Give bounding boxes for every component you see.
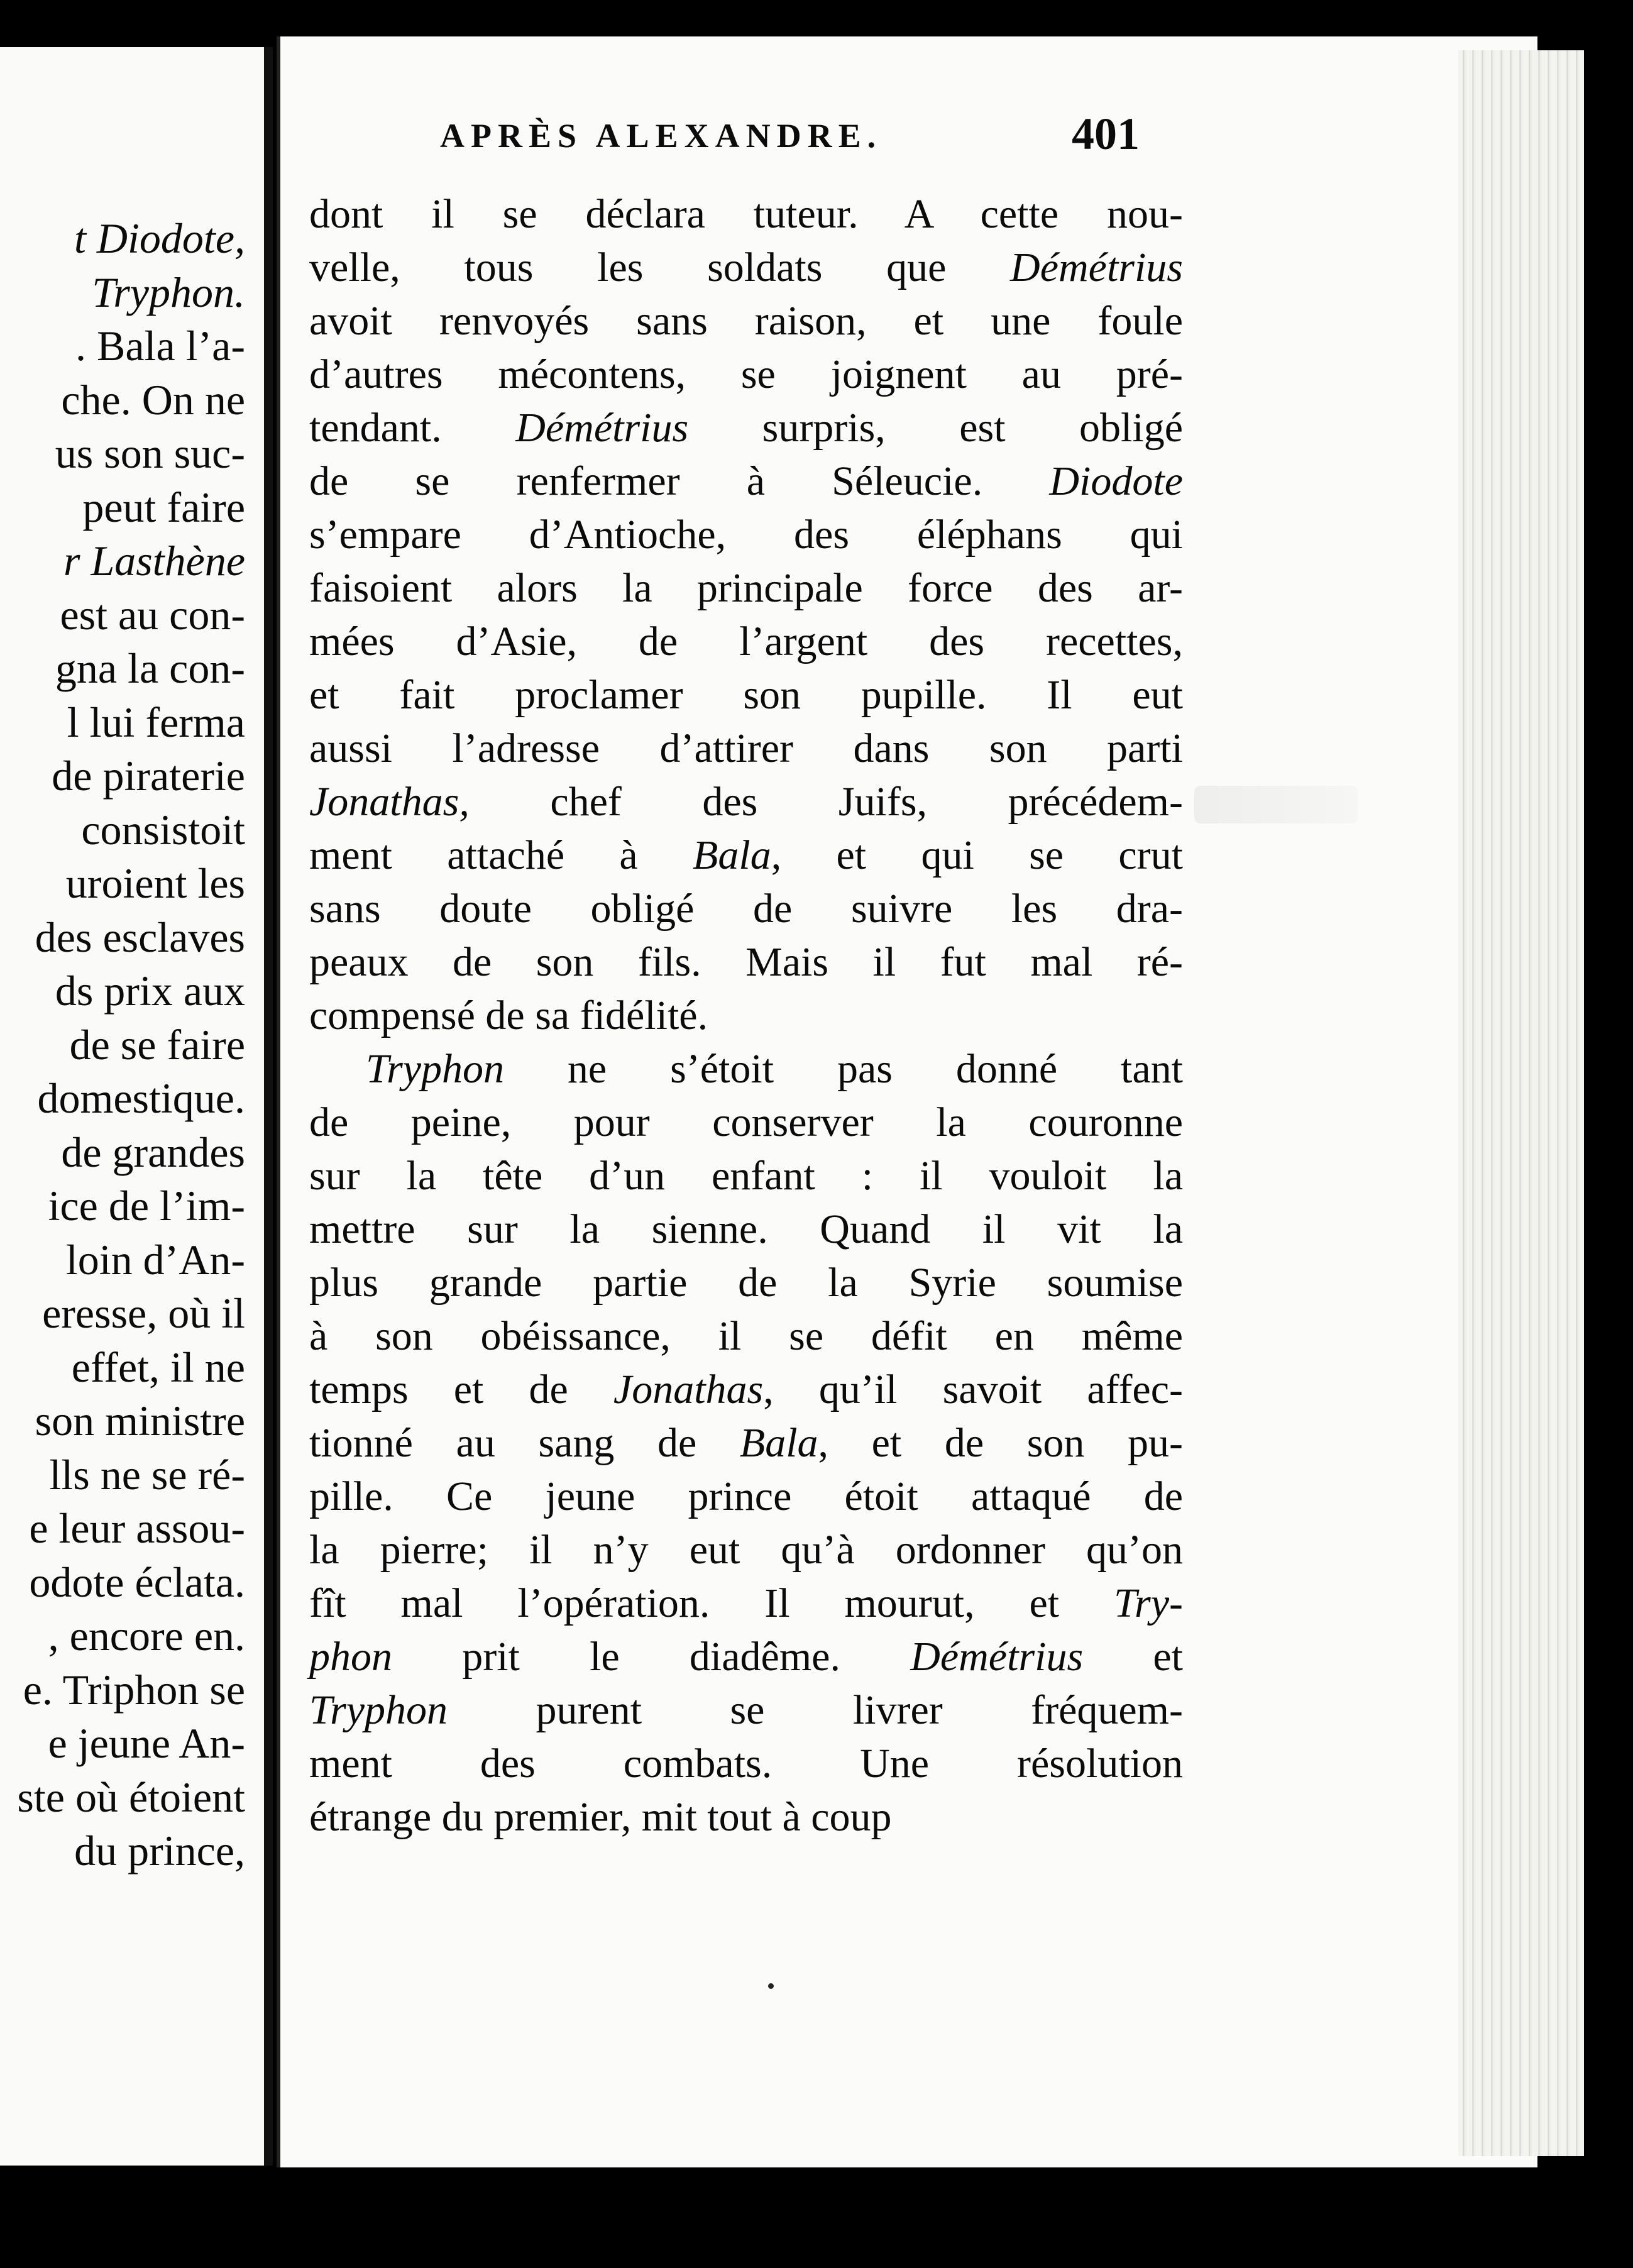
left-page-line: r Lasthène: [63, 537, 245, 585]
left-page: [0, 47, 273, 2166]
text-line: [309, 348, 1183, 401]
text-line: [309, 401, 1183, 454]
italic-run: Tryphon: [309, 1687, 448, 1733]
text-run: ment des combats. Une résolution: [309, 1741, 1183, 1786]
text-line: [309, 1470, 1183, 1523]
text-run: aussi l’adresse d’attirer dans son parti: [309, 725, 1183, 771]
text-line: [309, 241, 1183, 294]
text-run: sur la tête d’un enfant : il vouloit la: [309, 1153, 1183, 1199]
text-line: [309, 1363, 1183, 1416]
text-line: [309, 1416, 1183, 1470]
text-run: surpris, est obligé: [688, 405, 1183, 451]
left-page-line: ste où étoient: [17, 1773, 245, 1821]
text-run: pille. Ce jeune prince étoit attaqué de: [309, 1473, 1183, 1519]
text-line: [309, 1683, 1183, 1737]
left-page-line: odote éclata.: [29, 1558, 245, 1606]
left-page-line: peut faire: [82, 483, 245, 531]
text-line: [309, 1096, 1183, 1149]
left-page-line: des esclaves: [35, 913, 245, 961]
left-page-line: us son suc-: [55, 429, 245, 477]
left-page-line: ds prix aux: [55, 967, 245, 1015]
text-line: [309, 775, 1183, 828]
left-page-line: loin d’An-: [65, 1235, 245, 1284]
left-page-line: e leur assou-: [29, 1504, 245, 1552]
italic-run: Bala: [739, 1420, 818, 1466]
text-run: dont il se déclara tuteur. A cette nou-: [309, 191, 1183, 237]
text-run: , et de son pu-: [818, 1420, 1183, 1466]
left-page-line: uroient les: [65, 859, 245, 907]
text-line: [309, 1737, 1183, 1790]
left-page-line: Tryphon.: [92, 268, 245, 316]
text-line: [309, 828, 1183, 882]
text-line: [309, 294, 1183, 348]
text-run: étrange du premier, mit tout à coup: [309, 1794, 892, 1840]
text-line: [309, 1256, 1183, 1309]
text-line: [309, 1309, 1183, 1363]
text-line: [309, 668, 1183, 722]
text-line: [309, 882, 1183, 935]
text-run: , et qui se crut: [771, 832, 1183, 878]
text-run: purent se livrer fréquem-: [448, 1687, 1183, 1733]
text-run: ne s’étoit pas donné tant: [504, 1046, 1183, 1092]
left-page-line: che. On ne: [61, 375, 245, 424]
text-line: [309, 989, 1183, 1042]
text-run: fît mal l’opération. Il mourut, et: [309, 1580, 1114, 1626]
text-line: [309, 508, 1183, 561]
text-run: temps et de: [309, 1367, 613, 1412]
text-line: [309, 1630, 1183, 1683]
left-page-line: de se faire: [69, 1020, 245, 1069]
text-run: tendant.: [309, 405, 516, 451]
text-run: compensé de sa fidélité.: [309, 993, 708, 1038]
text-run: et: [1083, 1634, 1183, 1680]
text-line: [309, 615, 1183, 668]
left-page-line: t Diodote,: [74, 214, 245, 262]
italic-run: Diodote: [1049, 458, 1183, 504]
left-page-line: du prince,: [74, 1827, 245, 1874]
left-page-line: l lui ferma: [67, 698, 245, 746]
italic-run: phon: [309, 1634, 392, 1680]
page-number: 401: [1072, 109, 1140, 159]
text-run: faisoient alors la principale force des ar-: [309, 565, 1183, 611]
text-run: avoit renvoyés sans raison, et une foule: [309, 298, 1183, 344]
italic-run: Try-: [1113, 1580, 1183, 1626]
text-run: plus grande partie de la Syrie soumise: [309, 1260, 1183, 1306]
text-run: de se renfermer à Séleucie.: [309, 458, 1050, 504]
left-page-line: son ministre: [35, 1397, 245, 1445]
italic-run: Bala: [693, 832, 771, 878]
text-line: [309, 935, 1183, 989]
text-run: , qu’il savoit affec-: [763, 1367, 1183, 1412]
text-run: tionné au sang de: [309, 1420, 740, 1466]
text-line: [309, 1790, 1183, 1844]
text-run: velle, tous les soldats que: [309, 245, 1011, 290]
left-page-line: de grandes: [61, 1128, 245, 1176]
text-line: [309, 1203, 1183, 1256]
text-run: de peine, pour conserver la couronne: [309, 1099, 1183, 1145]
left-page-line: effet, il ne: [71, 1343, 245, 1391]
text-line: [309, 454, 1183, 508]
text-run: mées d’Asie, de l’argent des recettes,: [309, 619, 1183, 664]
left-page-line: . Bala l’a-: [75, 322, 245, 370]
left-page-line: consistoit: [81, 805, 245, 854]
left-page-line: domestique.: [37, 1074, 245, 1122]
text-run: et fait proclamer son pupille. Il eut: [309, 672, 1183, 718]
text-run: mettre sur la sienne. Quand il vit la: [309, 1206, 1183, 1252]
italic-run: Jonathas,: [309, 779, 470, 825]
ink-dot: [768, 1983, 774, 1989]
left-page-line: , encore en.: [48, 1612, 245, 1660]
body-text: [309, 187, 1183, 1844]
text-line: [309, 1577, 1183, 1630]
text-run: à son obéissance, il se défit en même: [309, 1313, 1183, 1359]
text-line: [309, 1149, 1183, 1203]
italic-run: Démétrius: [1010, 245, 1183, 290]
text-run: peaux de son fils. Mais il fut mal ré-: [309, 939, 1183, 985]
text-line: [309, 1042, 1183, 1096]
italic-run: Démétrius: [910, 1634, 1084, 1680]
text-run: d’autres mécontens, se joignent au pré-: [309, 351, 1183, 397]
text-line: [309, 561, 1183, 615]
text-run: ment attaché à: [309, 832, 693, 878]
text-run: sans doute obligé de suivre les dra-: [309, 886, 1183, 932]
text-line: [309, 1523, 1183, 1577]
left-page-line: gna la con-: [55, 644, 245, 692]
text-run: la pierre; il n’y eut qu’à ordonner qu’on: [309, 1527, 1183, 1573]
running-head: APRÈS ALEXANDRE.: [440, 117, 882, 155]
show-through: [1194, 786, 1358, 823]
left-page-line: e jeune An-: [48, 1719, 245, 1767]
italic-run: Tryphon: [366, 1046, 505, 1092]
left-page-line: de piraterie: [52, 752, 245, 800]
text-line: [309, 187, 1183, 241]
page-edge: [1458, 50, 1584, 2156]
text-line: [309, 722, 1183, 775]
italic-run: Jonathas: [613, 1367, 764, 1412]
left-page-line: ice de l’im-: [48, 1182, 245, 1230]
left-page-line: eresse, où il: [42, 1289, 245, 1337]
text-run: s’empare d’Antioche, des éléphans qui: [309, 512, 1183, 558]
left-page-line: e. Triphon se: [23, 1665, 245, 1714]
text-run: chef des Juifs, précédem-: [469, 779, 1183, 825]
left-page-line: est au con-: [60, 590, 245, 639]
italic-run: Démétrius: [515, 405, 689, 451]
text-run: prit le diadême.: [392, 1634, 911, 1680]
left-page-line: lls ne se ré-: [49, 1450, 245, 1499]
